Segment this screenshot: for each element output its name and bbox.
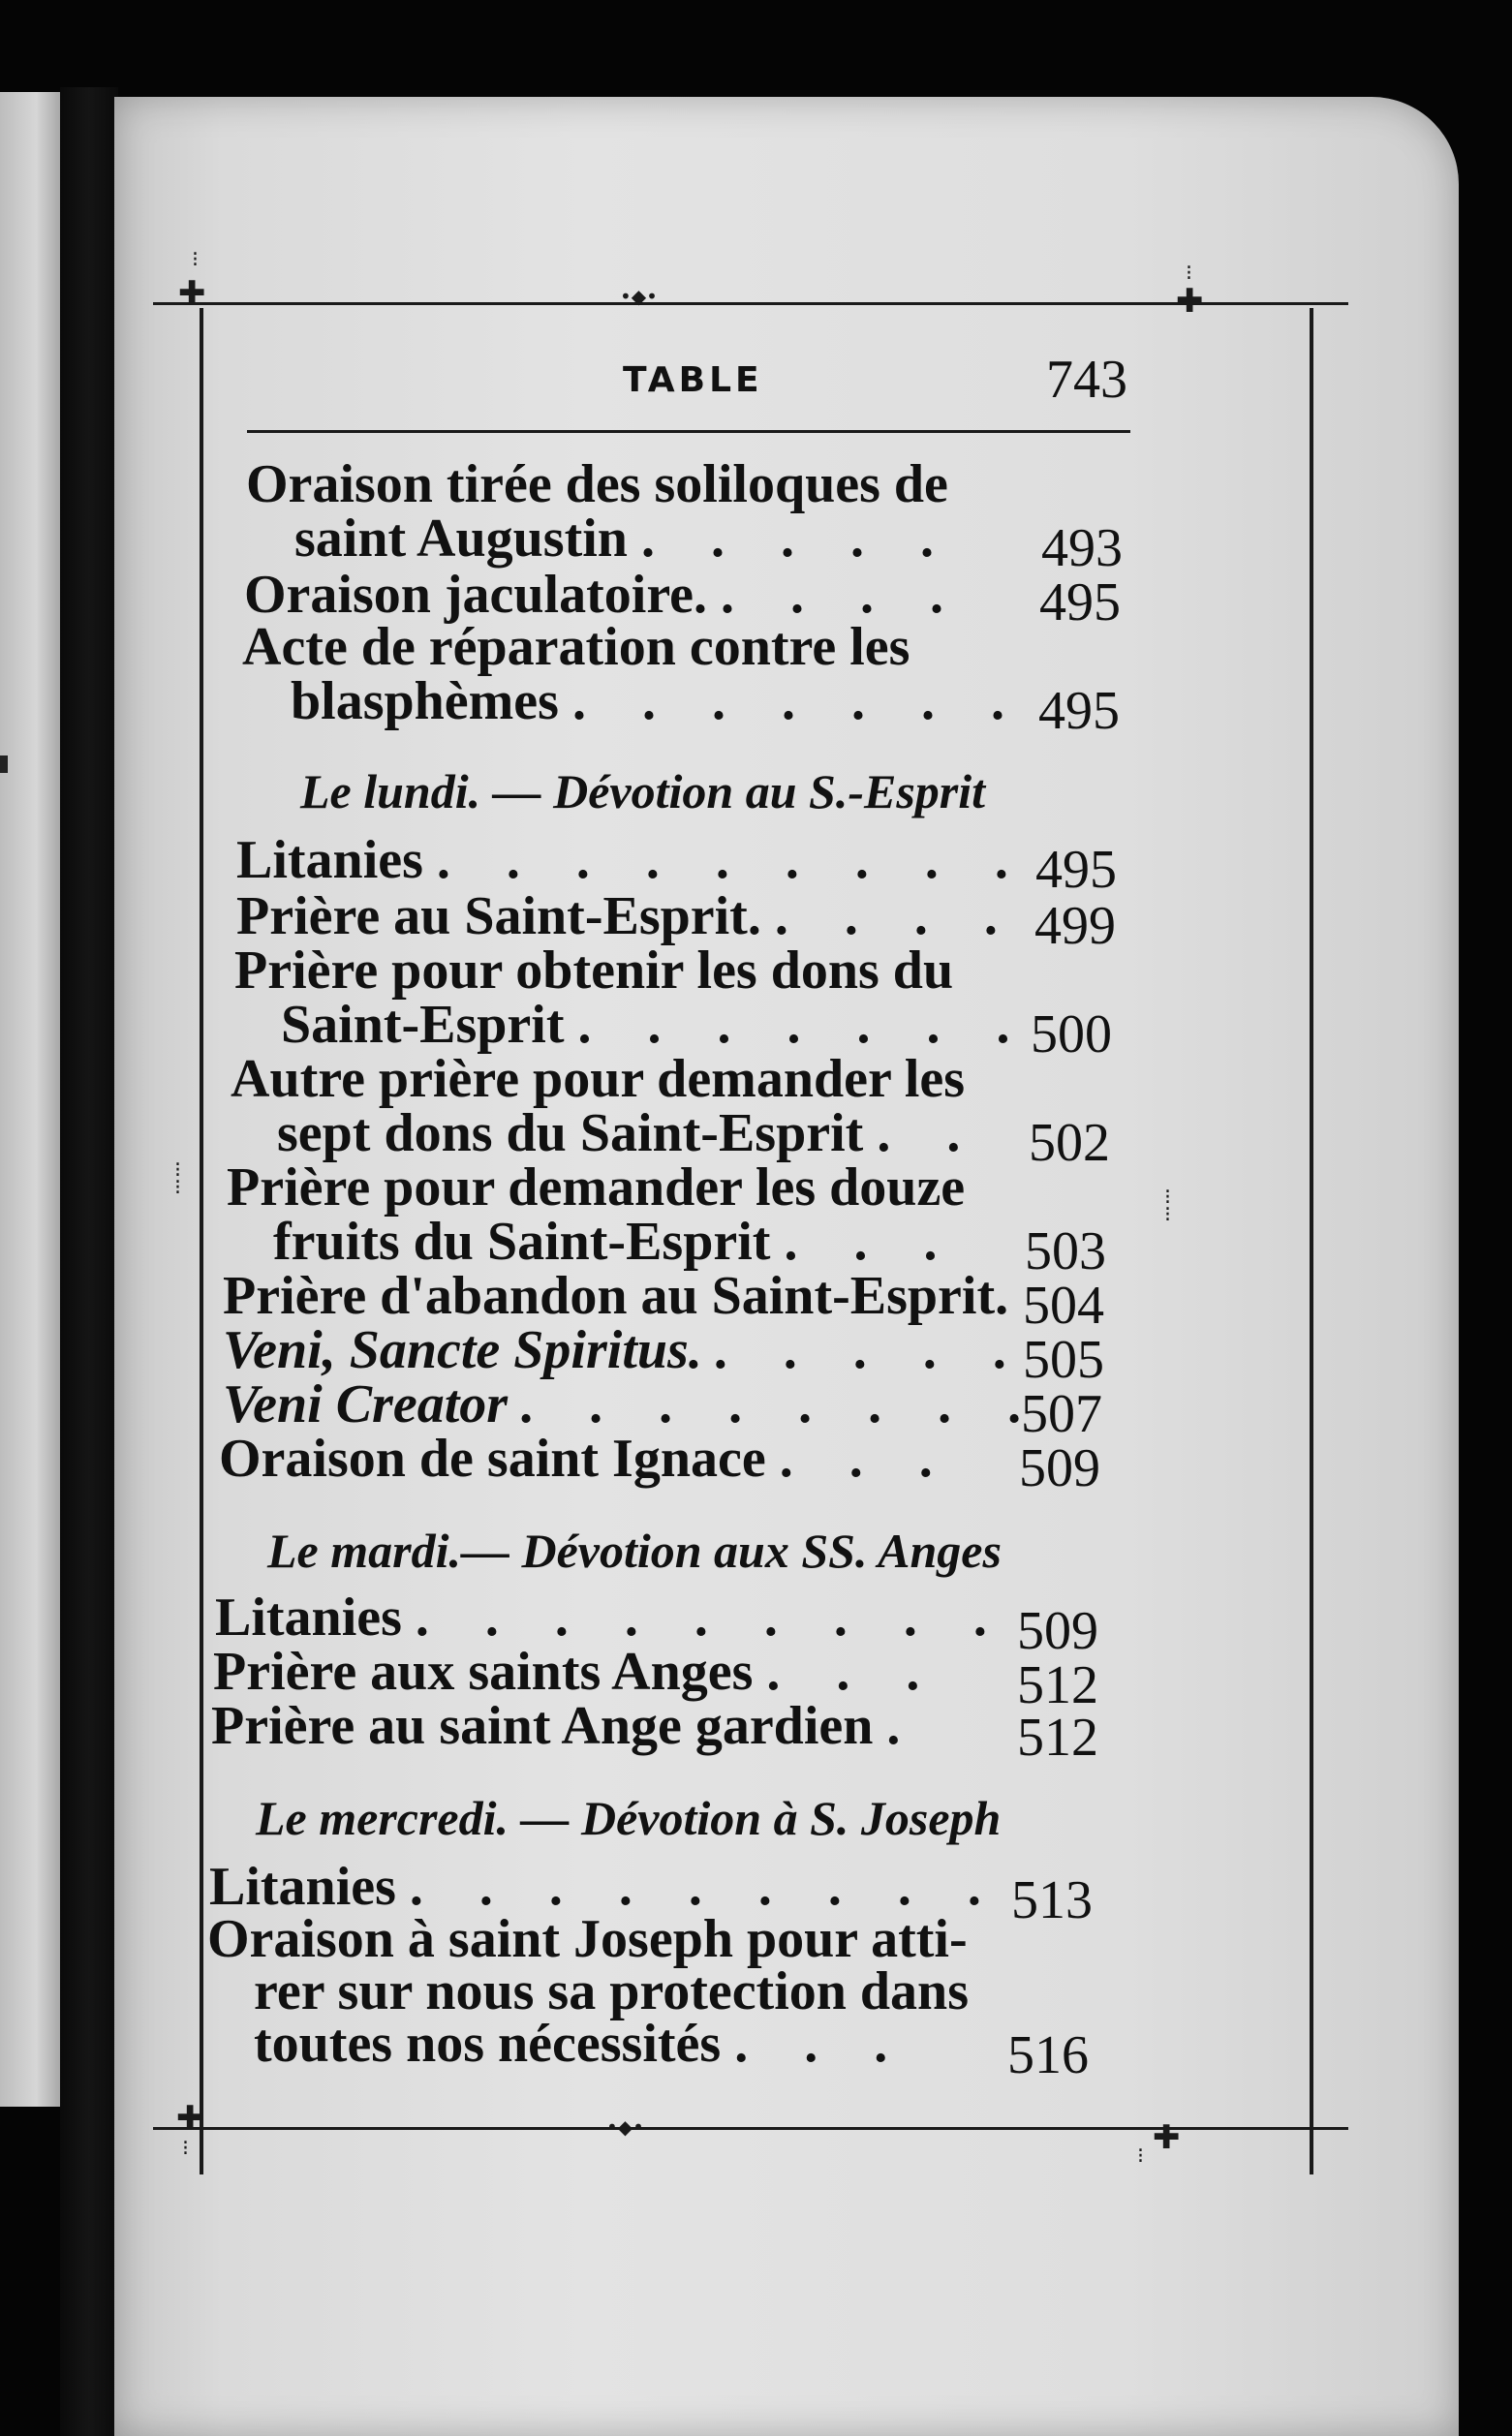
toc-page-number: 516 — [1007, 2025, 1089, 2085]
page-number: 743 — [1046, 350, 1127, 410]
toc-entry-line — [277, 1103, 982, 1163]
adjacent-page-mark — [0, 755, 8, 773]
toc-entry-line — [209, 1857, 1003, 1917]
leader-dots: . . . . — [774, 886, 1019, 946]
toc-entry-line — [223, 1374, 1045, 1434]
leader-dots: . . . — [784, 1212, 959, 1272]
toc-page-number: 495 — [1035, 840, 1117, 900]
toc-page-number: 493 — [1041, 518, 1123, 578]
book-gutter — [60, 87, 118, 2436]
toc-entry-text: toutes nos nécessités — [254, 2014, 722, 2074]
toc-entry-text: Oraison jaculatoire. — [244, 565, 708, 625]
toc-entry-text: sept dons du Saint-Esprit — [277, 1103, 864, 1163]
rule-ornament-icon: •◆• — [620, 285, 658, 308]
leader-dots: . — [886, 1696, 922, 1756]
leader-dots: . . . — [779, 1429, 954, 1489]
toc-page-number: 502 — [1029, 1113, 1110, 1173]
toc-page-number: 505 — [1023, 1330, 1104, 1390]
toc-page-number: 495 — [1038, 681, 1120, 741]
dotted-ornament-icon: ⁝ — [182, 2137, 189, 2161]
corner-ornament-icon: ✚ — [1176, 282, 1204, 321]
corner-ornament-icon: ✚ — [176, 2099, 204, 2138]
toc-entry-line — [211, 1696, 922, 1756]
toc-page-number: 499 — [1034, 896, 1116, 956]
toc-entry-line: rer sur nous sa protection dans — [254, 1961, 969, 2021]
section-heading: Le mardi.— Dévotion aux SS. Anges — [267, 1524, 1002, 1578]
toc-entry-line — [273, 1212, 959, 1272]
dotted-ornament-icon: ⁝ ⁝ — [1164, 1186, 1171, 1227]
corner-ornament-icon: ✚ — [178, 274, 206, 313]
leader-dots: . . . — [734, 2014, 910, 2074]
toc-entry-line: Oraison tirée des soliloques de — [246, 454, 948, 514]
section-heading: Le mercredi. — Dévotion à S. Joseph — [256, 1791, 1002, 1845]
dotted-ornament-icon: ⁝ — [192, 248, 199, 272]
toc-entry-line — [244, 565, 966, 625]
toc-entry-line — [219, 1429, 954, 1489]
toc-entry-text: fruits du Saint-Esprit — [273, 1212, 771, 1272]
toc-entry-line: Prière pour demander les douze — [227, 1157, 966, 1218]
toc-entry-line — [291, 671, 1026, 731]
toc-entry-line — [236, 830, 1030, 890]
toc-entry-line — [294, 509, 955, 569]
toc-page-number: 513 — [1011, 1870, 1093, 1930]
book-page — [114, 97, 1459, 2436]
toc-page-number: 503 — [1025, 1221, 1106, 1281]
leader-dots: . . — [877, 1103, 982, 1163]
rule-ornament-icon: •◆• — [606, 2115, 644, 2139]
toc-entry-line — [213, 1642, 941, 1702]
section-heading: Le lundi. — Dévotion au S.-Esprit — [300, 764, 986, 818]
toc-entry-line — [223, 1266, 1009, 1326]
dotted-ornament-icon: ⁝ — [1137, 2144, 1144, 2169]
toc-entry-line — [281, 995, 1032, 1055]
toc-page-number: 512 — [1017, 1655, 1098, 1715]
toc-entry-text: Saint-Esprit — [281, 995, 565, 1055]
dotted-ornament-icon: ⁝ ⁝ — [174, 1158, 181, 1200]
adjacent-page-edge — [0, 92, 60, 2107]
leader-dots: . . . . . . . . . — [436, 830, 1030, 890]
leader-dots: . . . . . . . . . — [409, 1857, 1003, 1917]
leader-dots: . . . . . . . — [571, 671, 1026, 731]
toc-entry-text: Veni Creator — [223, 1374, 509, 1434]
leader-dots: . . . — [766, 1642, 941, 1702]
toc-entry-text: Prière au saint Ange gardien — [211, 1696, 874, 1756]
toc-entry-text: Veni, Sancte Spiritus. — [223, 1320, 702, 1380]
toc-entry-line: Oraison à saint Joseph pour atti- — [207, 1909, 968, 1969]
toc-entry-text: Litanies — [215, 1588, 402, 1648]
toc-page-number: 500 — [1031, 1004, 1112, 1064]
toc-entry-text: Prière au Saint-Esprit. — [236, 886, 761, 946]
toc-entry-text: Oraison de saint Ignace — [219, 1429, 766, 1489]
toc-entry-line: Prière pour obtenir les dons du — [234, 940, 954, 1001]
toc-entry-text: Litanies — [209, 1857, 396, 1917]
leader-dots: . . . . . . . . . — [415, 1588, 1008, 1648]
toc-entry-line: Autre prière pour demander les — [231, 1049, 966, 1109]
toc-page-number: 509 — [1019, 1438, 1100, 1498]
toc-entry-text: saint Augustin — [294, 509, 628, 569]
toc-page-number: 512 — [1017, 1708, 1098, 1768]
corner-ornament-icon: ✚ — [1153, 2118, 1181, 2157]
toc-entry-text: Litanies — [236, 830, 423, 890]
leader-dots: . . . . . — [640, 509, 955, 569]
toc-entry-text: Prière d'abandon au Saint-Esprit. — [223, 1266, 1009, 1326]
leader-dots: . . . . . — [715, 1320, 1030, 1380]
toc-entry-text: Prière aux saints Anges — [213, 1642, 754, 1702]
toc-entry-text: blasphèmes — [291, 671, 559, 731]
leader-dots: . . . . — [721, 565, 966, 625]
running-head: TABLE — [623, 360, 763, 400]
toc-page-number: 495 — [1039, 572, 1121, 632]
dotted-ornament-icon: ⁝ — [1186, 262, 1192, 286]
toc-page-number: 504 — [1023, 1276, 1104, 1336]
toc-page-number: 509 — [1017, 1601, 1098, 1661]
toc-entry-line — [236, 886, 1019, 946]
header-rule — [247, 430, 1130, 433]
toc-entry-line — [254, 2014, 910, 2074]
leader-dots: . . . . . . . . — [521, 1374, 1045, 1434]
toc-entry-line: Acte de réparation contre les — [242, 617, 910, 677]
leader-dots: . . . . . . . — [577, 995, 1032, 1055]
top-border-rule — [153, 302, 1348, 305]
toc-entry-line — [215, 1588, 1008, 1648]
toc-page-number: 507 — [1021, 1384, 1102, 1444]
toc-entry-line — [223, 1320, 1030, 1380]
